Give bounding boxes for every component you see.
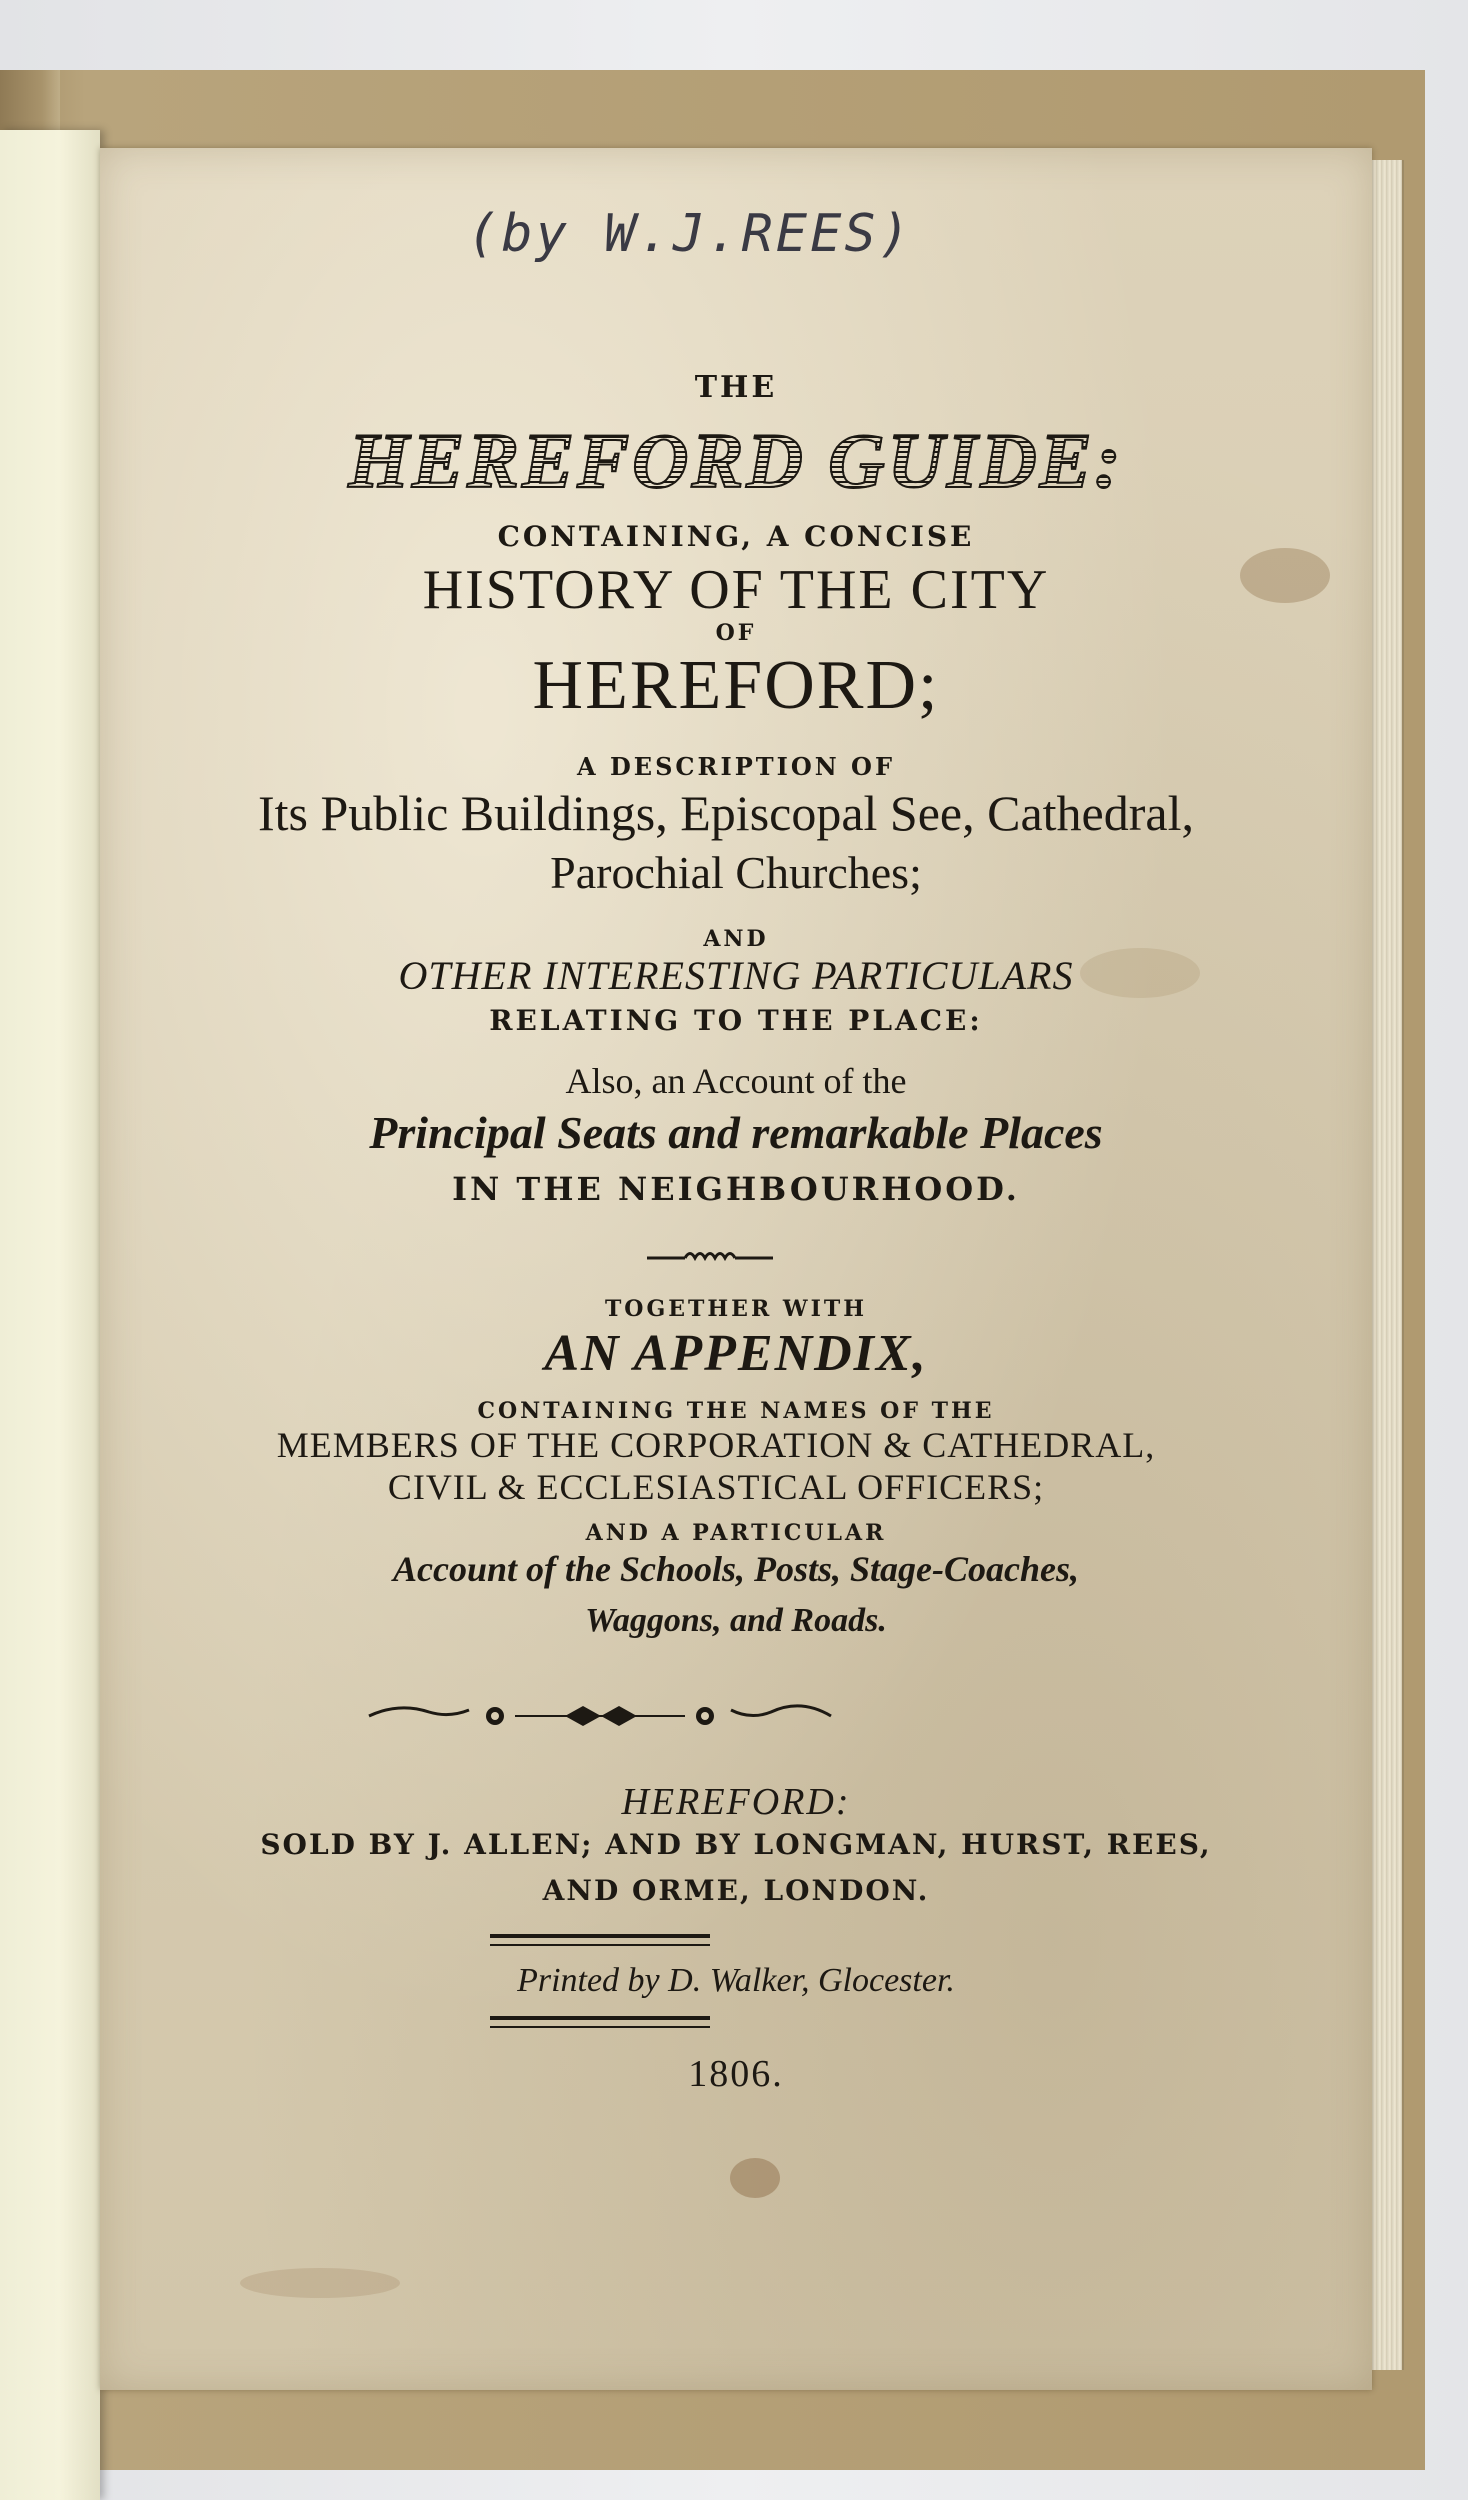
imprint-sold-by: SOLD BY J. ALLEN; AND BY LONGMAN, HURST, REES, <box>260 1828 1212 1861</box>
title-officers: CIVIL & ECCLESIASTICAL OFFICERS; <box>387 1467 1045 1507</box>
book-title: HEREFORD GUIDE: <box>100 416 1372 506</box>
title-containing: CONTAINING, A CONCISE <box>497 520 975 553</box>
flyleaf <box>0 130 100 2500</box>
double-rule-lower-thin <box>490 2026 710 2028</box>
title-relating: RELATING TO THE PLACE: <box>489 1004 983 1037</box>
double-rule-upper <box>490 1934 710 1938</box>
double-rule-upper-thin <box>490 1944 710 1946</box>
printer-line: Printed by D. Walker, Glocester. <box>517 1962 955 1999</box>
title-the: THE <box>694 370 778 405</box>
ornament-rule-small <box>645 1246 775 1270</box>
title-appendix: AN APPENDIX, <box>544 1325 928 1382</box>
imprint-orme: AND ORME, LONDON. <box>542 1874 930 1907</box>
title-also: Also, an Account of the <box>565 1061 907 1101</box>
title-churches: Parochial Churches; <box>550 847 922 898</box>
title-buildings: Its Public Buildings, Episcopal See, Cathedral, <box>258 785 1194 841</box>
title-city: HEREFORD; <box>532 647 940 724</box>
title-members: MEMBERS OF THE CORPORATION & CATHEDRAL, <box>276 1425 1156 1465</box>
title-history: HISTORY OF THE CITY <box>422 559 1050 621</box>
title-of: OF <box>715 620 757 646</box>
title-containing-names: CONTAINING THE NAMES OF THE <box>477 1398 995 1424</box>
title-neighbourhood: IN THE NEIGHBOURHOOD. <box>452 1170 1020 1208</box>
title-other: OTHER INTERESTING PARTICULARS <box>398 953 1074 998</box>
title-together: TOGETHER WITH <box>604 1296 868 1322</box>
title-particular: AND A PARTICULAR <box>585 1520 887 1546</box>
publication-year: 1806. <box>688 2053 784 2095</box>
title-description: A DESCRIPTION OF <box>577 752 895 781</box>
title-waggons: Waggons, and Roads. <box>585 1602 887 1639</box>
title-seats: Principal Seats and remarkable Places <box>369 1107 1103 1158</box>
title-page <box>100 148 1372 2390</box>
handwritten-annotation: (by W.J.REES) <box>467 204 913 264</box>
double-rule-lower <box>490 2016 710 2020</box>
ornament-rule-floral <box>365 1696 835 1736</box>
title-and: AND <box>703 926 769 952</box>
title-account: Account of the Schools, Posts, Stage-Coaches, <box>392 1549 1080 1589</box>
imprint-place: HEREFORD: <box>621 1781 851 1823</box>
